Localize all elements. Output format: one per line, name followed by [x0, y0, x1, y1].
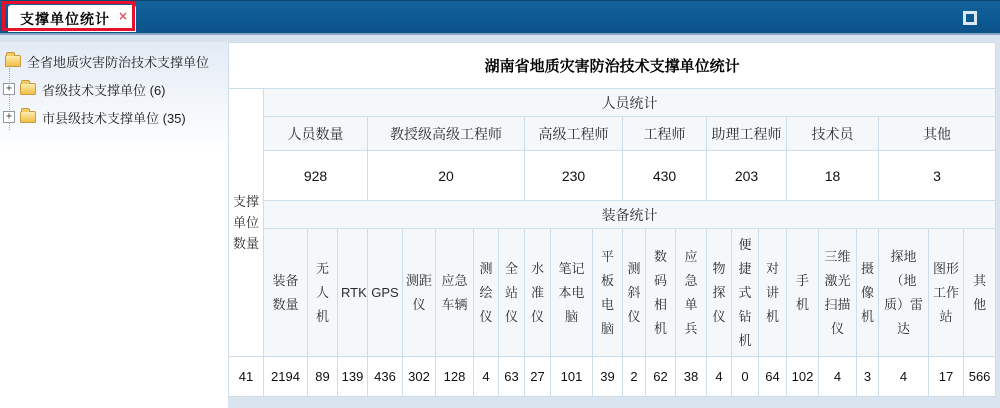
- equipment-col-header: 平板电脑: [593, 229, 623, 357]
- equipment-col-value: 4: [879, 357, 929, 397]
- folder-icon: [20, 83, 36, 95]
- equipment-col-value: 4: [819, 357, 857, 397]
- tab-support-unit-stats[interactable]: [8, 5, 136, 32]
- equipment-col-header: 探地（地质）雷达: [879, 229, 929, 357]
- equipment-col-header: GPS: [368, 229, 403, 357]
- tree-item-label: 市县级技术支撑单位 (35): [42, 110, 186, 126]
- folder-icon: [5, 55, 21, 67]
- personnel-col-header: 工程师: [623, 117, 707, 151]
- personnel-col-header: 高级工程师: [525, 117, 623, 151]
- equipment-col-value: 128: [436, 357, 474, 397]
- tab-close-icon[interactable]: ×: [118, 8, 129, 23]
- tabbar-lower-band: [0, 35, 1000, 42]
- row-header-unit-count: 支撑单位数量: [229, 89, 264, 357]
- equipment-col-header: 测绘仪: [474, 229, 499, 357]
- equipment-col-value: 4: [707, 357, 732, 397]
- equipment-col-value: 89: [308, 357, 338, 397]
- equipment-col-value: 2194: [264, 357, 308, 397]
- folder-icon: [20, 111, 36, 123]
- equipment-col-value: 62: [646, 357, 676, 397]
- equipment-col-header: 手机: [787, 229, 819, 357]
- equipment-col-header: 水准仪: [525, 229, 551, 357]
- tree-item-label: 省级技术支撑单位 (6): [42, 82, 166, 98]
- equipment-col-value: 27: [525, 357, 551, 397]
- equipment-col-value: 566: [964, 357, 996, 397]
- personnel-col-header: 其他: [879, 117, 996, 151]
- equipment-col-value: 4: [474, 357, 499, 397]
- tree-item-province-units[interactable]: [0, 77, 228, 101]
- equipment-col-header: 应急单兵: [676, 229, 707, 357]
- equipment-col-value: 38: [676, 357, 707, 397]
- table-title: 湖南省地质灾害防治技术支撑单位统计: [229, 43, 996, 89]
- expand-toggle-icon[interactable]: +: [3, 83, 15, 95]
- equipment-col-header: 摄像机: [857, 229, 879, 357]
- tree-root-item[interactable]: [0, 49, 228, 73]
- equipment-col-header: 图形工作站: [929, 229, 964, 357]
- equipment-col-header: RTK: [338, 229, 368, 357]
- personnel-col-value: 20: [368, 151, 525, 201]
- personnel-col-value: 203: [707, 151, 787, 201]
- report-panel: [228, 42, 1000, 408]
- equipment-col-header: 全站仪: [499, 229, 525, 357]
- personnel-col-header: 教授级高级工程师: [368, 117, 525, 151]
- equipment-col-header: 其他: [964, 229, 996, 357]
- personnel-col-header: 助理工程师: [707, 117, 787, 151]
- equipment-col-header: 笔记本电脑: [551, 229, 593, 357]
- equipment-col-header: 便捷式钻机: [732, 229, 759, 357]
- tab-bar: [0, 0, 1000, 33]
- equipment-col-header: 测距仪: [403, 229, 436, 357]
- equipment-col-header: 装备数量: [264, 229, 308, 357]
- equipment-group-header: 装备统计: [264, 201, 996, 229]
- support-unit-stats-table: [228, 42, 996, 397]
- equipment-col-value: 302: [403, 357, 436, 397]
- equipment-col-header: 测斜仪: [623, 229, 646, 357]
- support-unit-tree: [0, 42, 228, 129]
- equipment-col-value: 2: [623, 357, 646, 397]
- equipment-col-value: 63: [499, 357, 525, 397]
- expand-toggle-icon[interactable]: +: [3, 111, 15, 123]
- personnel-col-value: 430: [623, 151, 707, 201]
- equipment-col-value: 0: [732, 357, 759, 397]
- personnel-col-value: 230: [525, 151, 623, 201]
- equipment-col-header: 物探仪: [707, 229, 732, 357]
- equipment-col-header: 应急车辆: [436, 229, 474, 357]
- equipment-col-header: 无人机: [308, 229, 338, 357]
- equipment-col-value: 17: [929, 357, 964, 397]
- maximize-icon[interactable]: [963, 11, 977, 25]
- equipment-col-header: 对讲机: [759, 229, 787, 357]
- equipment-col-value: 102: [787, 357, 819, 397]
- personnel-col-value: 3: [879, 151, 996, 201]
- personnel-col-value: 18: [787, 151, 879, 201]
- tree-panel: [0, 42, 228, 408]
- equipment-col-header: 数码相机: [646, 229, 676, 357]
- equipment-col-value: 39: [593, 357, 623, 397]
- tree-item-city-county-units[interactable]: [0, 105, 228, 129]
- personnel-group-header: 人员统计: [264, 89, 996, 117]
- equipment-col-value: 64: [759, 357, 787, 397]
- tree-root-label: 全省地质灾害防治技术支撑单位: [27, 54, 210, 70]
- equipment-col-value: 139: [338, 357, 368, 397]
- equipment-col-value: 436: [368, 357, 403, 397]
- personnel-col-value: 928: [264, 151, 368, 201]
- personnel-col-header: 人员数量: [264, 117, 368, 151]
- equipment-col-value: 3: [857, 357, 879, 397]
- tab-label: 支撑单位统计: [20, 10, 110, 27]
- equipment-col-header: 三维激光扫描仪: [819, 229, 857, 357]
- unit-count-value: 41: [229, 357, 264, 397]
- personnel-col-header: 技术员: [787, 117, 879, 151]
- equipment-col-value: 101: [551, 357, 593, 397]
